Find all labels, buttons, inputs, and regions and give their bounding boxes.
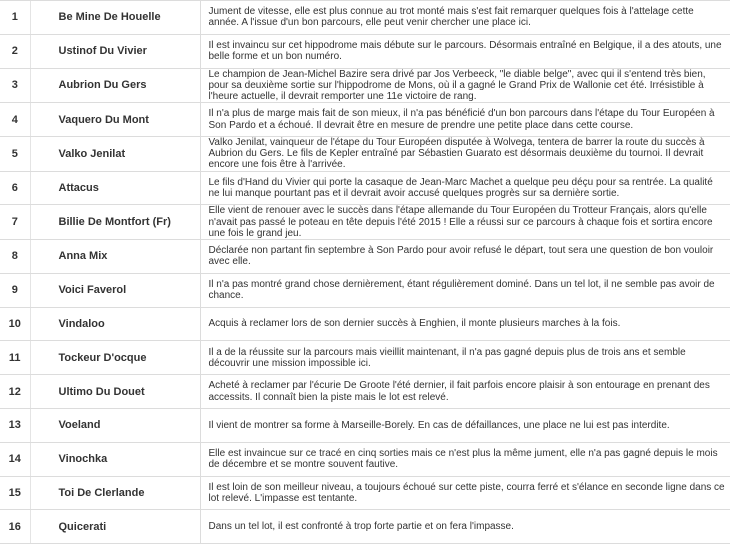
- horse-name: Ultimo Du Douet: [30, 375, 200, 409]
- horse-name: Vinochka: [30, 442, 200, 476]
- runner-number: 11: [0, 341, 30, 375]
- table-row: [0, 34, 730, 68]
- table-row: [0, 240, 730, 274]
- table-row: [0, 307, 730, 341]
- table-row: [0, 341, 730, 375]
- horse-name: Vindaloo: [30, 307, 200, 341]
- horse-name: Anna Mix: [30, 240, 200, 274]
- horse-name: Voeland: [30, 409, 200, 443]
- horse-name: Aubrion Du Gers: [30, 68, 200, 103]
- runner-number: 16: [0, 510, 30, 544]
- runner-number: 2: [0, 34, 30, 68]
- runner-number: 10: [0, 307, 30, 341]
- runner-number: 5: [0, 137, 30, 172]
- runner-number: 14: [0, 442, 30, 476]
- horse-comment: Il est invaincu sur cet hippodrome mais débute sur le parcours. Désormais entraîné en Belgique, il a des atouts, une belle forme et un bon numéro.: [200, 34, 730, 68]
- table-row: [0, 103, 730, 137]
- horse-name: Tockeur D'ocque: [30, 341, 200, 375]
- runner-number: 4: [0, 103, 30, 137]
- horse-name: Vaquero Du Mont: [30, 103, 200, 137]
- table-row: [0, 409, 730, 443]
- horse-comment: Il a de la réussite sur la parcours mais vieillit maintenant, il n'a pas gagné depuis plus de trois ans et semble découvrir une mission impossible ici.: [200, 341, 730, 375]
- runner-number: 12: [0, 375, 30, 409]
- horse-comment: Elle est invaincue sur ce tracé en cinq sorties mais ce n'est plus la même jument, elle n'a pas gagné depuis le mois de décembre et se montre souvent fautive.: [200, 442, 730, 476]
- runner-number: 6: [0, 171, 30, 205]
- table-row: [0, 171, 730, 205]
- horse-comment: Elle vient de renouer avec le succès dans l'étape allemande du Tour Européen du Trotteur Français, alors qu'elle n'avait pas passé le poteau en tête depuis l'été 2015 ! Elle a réussi sur ce parcours à chaque fois et sortira encore une fois le grand jeu.: [200, 205, 730, 240]
- table-row: [0, 205, 730, 240]
- runner-number: 13: [0, 409, 30, 443]
- table-row: [0, 442, 730, 476]
- table-row: [0, 375, 730, 409]
- horse-comment: Il vient de montrer sa forme à Marseille-Borely. En cas de défaillances, une place ne lui est pas interdite.: [200, 409, 730, 443]
- runner-number: 15: [0, 476, 30, 510]
- horse-comment: Le champion de Jean-Michel Bazire sera drivé par Jos Verbeeck, "le diable belge", avec qui il s'entend très bien, pour sa deuxième sortie sur l'hippodrome de Mons, où il a gagné le Grand Prix de Wallonie cet été. Irrésistible à l'heure actuelle, il devrait remporter une 11e victoire de rang.: [200, 68, 730, 103]
- horse-name: Attacus: [30, 171, 200, 205]
- runner-number: 3: [0, 68, 30, 103]
- horse-comment: Dans un tel lot, il est confronté à trop forte partie et on fera l'impasse.: [200, 510, 730, 544]
- horse-name: Valko Jenilat: [30, 137, 200, 172]
- horse-comment: Déclarée non partant fin septembre à Son Pardo pour avoir refusé le départ, tout sera une question de bon vouloir avec elle.: [200, 240, 730, 274]
- horse-comment: Le fils d'Hand du Vivier qui porte la casaque de Jean-Marc Machet a quelque peu déçu pour sa rentrée. La qualité ne lui manque pourtant pas et il devrait avoir accusé quelques progrès sur sa dernière sortie.: [200, 171, 730, 205]
- horse-comment: Il n'a pas montré grand chose dernièrement, étant régulièrement dominé. Dans un tel lot, il ne semble pas avoir de chance.: [200, 273, 730, 307]
- horse-name: Toi De Clerlande: [30, 476, 200, 510]
- runner-number: 1: [0, 1, 30, 35]
- table-row: [0, 137, 730, 172]
- horse-comment: Il est loin de son meilleur niveau, a toujours échoué sur cette piste, courra ferré et s'élance en seconde ligne dans ce lot relevé. L'impasse est tentante.: [200, 476, 730, 510]
- runner-number: 7: [0, 205, 30, 240]
- table-row: [0, 1, 730, 35]
- horse-name: Be Mine De Houelle: [30, 1, 200, 35]
- table-row: [0, 68, 730, 103]
- table-row: [0, 476, 730, 510]
- horse-name: Quicerati: [30, 510, 200, 544]
- horse-name: Billie De Montfort (Fr): [30, 205, 200, 240]
- runner-number: 9: [0, 273, 30, 307]
- table-row: [0, 510, 730, 544]
- runner-number: 8: [0, 240, 30, 274]
- horse-comment: Jument de vitesse, elle est plus connue au trot monté mais s'est fait remarquer quelques fois à l'attelage cette année. A l'issue d'un bon parcours, elle peut venir chercher une place ici.: [200, 1, 730, 35]
- horse-name: Voici Faverol: [30, 273, 200, 307]
- horse-name: Ustinof Du Vivier: [30, 34, 200, 68]
- horse-comment: Acheté à reclamer par l'écurie De Groote l'été dernier, il fait parfois encore plaisir à son entourage en prenant des accessits. Il connaît bien la piste mais le lot est relevé.: [200, 375, 730, 409]
- table-row: [0, 273, 730, 307]
- horse-comment: Valko Jenilat, vainqueur de l'étape du Tour Européen disputée à Wolvega, tentera de barrer la route du succès à Aubrion du Gers. Le fils de Kepler entraîné par Sébastien Guarato est désormais deuxième du tournoi. Il devrait encore une fois être à l'arrivée.: [200, 137, 730, 172]
- horse-comment: Acquis à reclamer lors de son dernier succès à Enghien, il monte plusieurs marches à la fois.: [200, 307, 730, 341]
- horse-comment: Il n'a plus de marge mais fait de son mieux, il n'a pas bénéficié d'un bon parcours dans l'étape du Tour Européen à Son Pardo et a échoué. Il devrait être en mesure de prendre une petite place dans cette course.: [200, 103, 730, 137]
